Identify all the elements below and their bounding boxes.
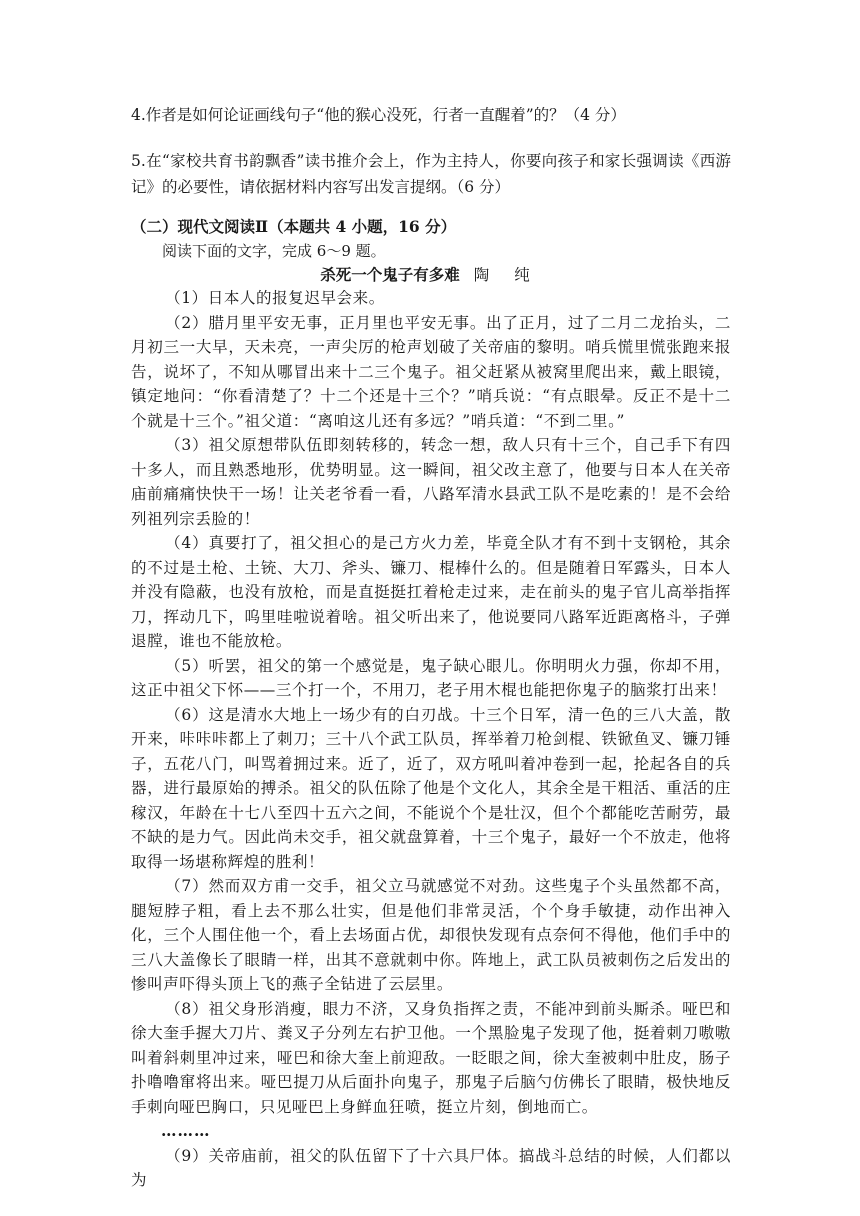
- paragraph-5: （5）听罢，祖父的第一个感觉是，鬼子缺心眼儿。你明明火力强，你却不用，这正中祖父下怀——三个打一个，不用刀，老子用木棍也能把你鬼子的脑浆打出来！: [131, 656, 731, 699]
- paragraph-1: （1）日本人的报复迟早会来。: [165, 289, 385, 307]
- article-title: 杀死一个鬼子有多难: [320, 265, 460, 284]
- section-instruction: 阅读下面的文字，完成 6～9 题。: [162, 242, 386, 260]
- article-body: [131, 286, 731, 1193]
- paragraph-8: （8）祖父身形消瘦，眼力不济，又身负指挥之责，不能冲到前头厮杀。哑巴和徐大奎手握大刀片、粪叉子分列左右护卫他。一个黑脸鬼子发现了他，挺着刺刀嗷嗷叫着斜刺里冲过来，哑巴和徐大奎上前迎敌。一眨眼之间，徐大奎被刺中肚皮，肠子扑噜噜窜将出来。哑巴提刀从后面扑向鬼子，那鬼子后脑勺仿佛长了眼睛，极快地反手刺向哑巴胸口，只见哑巴上身鲜血狂喷，挺立片刻，倒地而亡。: [131, 999, 731, 1116]
- question-5: 5.在“家校共育书韵飘香”读书推介会上，作为主持人，你要向孩子和家长强调读《西游记》的必要性，请依据材料内容写出发言提纲。（6 分）: [131, 152, 731, 196]
- article-title-line: [0, 264, 860, 286]
- question-4: 4.作者是如何论证画线句子“他的猴心没死，行者一直醒着”的？（4 分）: [131, 106, 626, 124]
- paragraph-9: （9）关帝庙前，祖父的队伍留下了十六具尸体。搞战斗总结的时候，人们都以为: [131, 1146, 731, 1189]
- paragraph-2: （2）腊月里平安无事，正月里也平安无事。出了正月，过了二月二龙抬头，二月初三一大早，天未亮，一声尖厉的枪声划破了关帝庙的黎明。哨兵慌里慌张跑来报告，说坏了，不知从哪冒出来十二三个鬼子。祖父赶紧从被窝里爬出来，戴上眼镜，镇定地问：“你看清楚了？十二个还是十三个？”哨兵说：“有点眼晕。反正不是十二个就是十三个。”祖父道：“离咱这儿还有多远？”哨兵道：“不到二里。”: [131, 313, 731, 430]
- section-heading: （二）现代文阅读Ⅱ（本题共 4 小题，16 分）: [131, 217, 457, 236]
- paragraph-6: （6）这是清水大地上一场少有的白刃战。十三个日军，清一色的三八大盖，散开来，咔咔咔都上了刺刀；三十八个武工队员，挥举着刀枪剑棍、铁锨鱼叉、镰刀锤子，五花八门，叫骂着拥过来。近了，近了，双方吼叫着冲卷到一起，抡起各自的兵器，进行最原始的搏杀。祖父的队伍除了他是个文化人，其余全是干粗活、重活的庄稼汉，年龄在十七八至四十五六之间，不能说个个是壮汉，但个个都能吃苦耐劳，最不缺的是力气。因此尚未交手，祖父就盘算着，十三个鬼子，最好一个不放走，他将取得一场堪称辉煌的胜利！: [131, 705, 731, 871]
- paragraph-4: （4）真要打了，祖父担心的是己方火力差，毕竟全队才有不到十支钢枪，其余的不过是土枪、土铳、大刀、斧头、镰刀、棍棒什么的。但是随着日军露头，日本人并没有隐蔽，也没有放枪，而是直挺挺扛着枪走过来，走在前头的鬼子官儿高举指挥刀，挥动几下，呜里哇啦说着啥。祖父听出来了，他说要同八路军近距离格斗，子弹退膛，谁也不能放枪。: [131, 534, 731, 650]
- article-author: 陶 纯: [473, 266, 540, 284]
- ellipsis: ………: [161, 1121, 211, 1140]
- paragraph-7: （7）然而双方甫一交手，祖父立马就感觉不对劲。这些鬼子个头虽然都不高，腿短脖子粗，看上去不那么壮实，但是他们非常灵活，个个身手敏捷，动作出神入化，三个人围住他一个，看上去场面占优，却很快发现有点奈何不得他，他们手中的三八大盖像长了眼睛一样，出其不意就刺中你。阵地上，武工队员被刺伤之后发出的惨叫声吓得头顶上飞的燕子全钻进了云层里。: [131, 877, 731, 993]
- paragraph-3: （3）祖父原想带队伍即刻转移的，转念一想，敌人只有十三个，自己手下有四十多人，而且熟悉地形，优势明显。这一瞬间，祖父改主意了，他要与日本人在关帝庙前痛痛快快干一场！让关老爷看一看，八路军清水县武工队不是吃素的！是不会给列祖列宗丢脸的！: [131, 436, 731, 528]
